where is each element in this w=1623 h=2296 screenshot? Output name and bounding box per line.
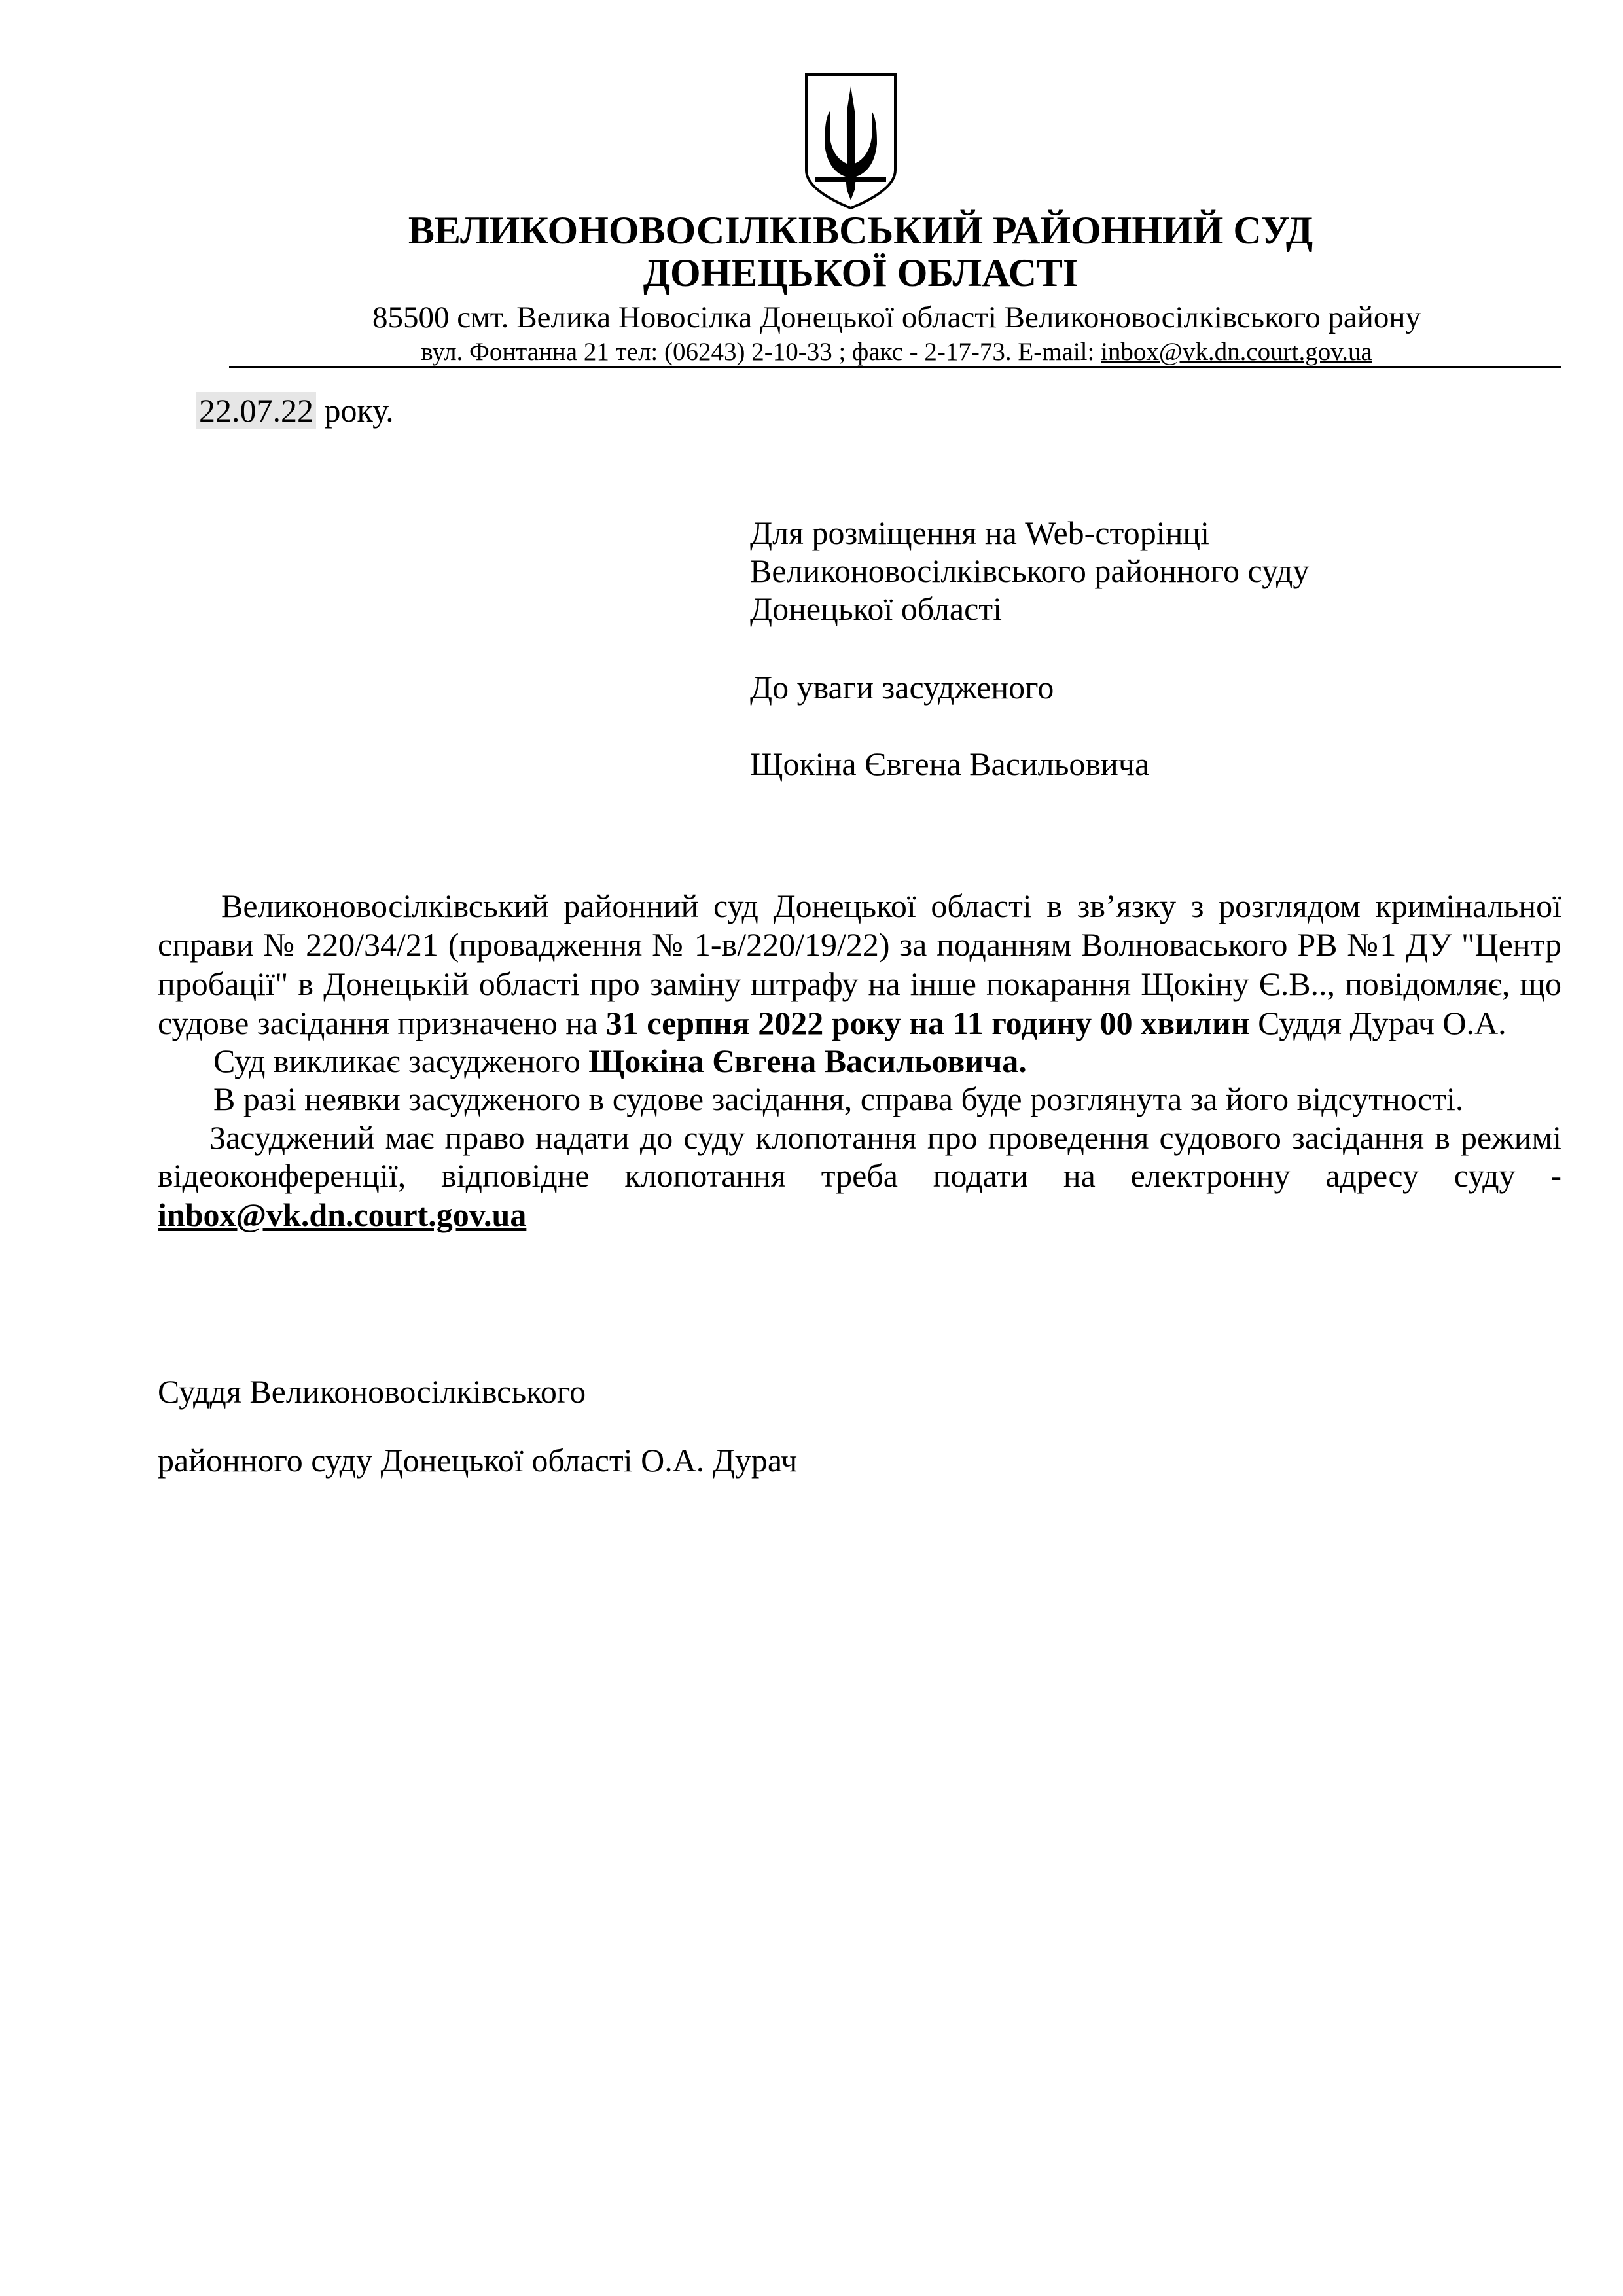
header-email-link[interactable]: inbox@vk.dn.court.gov.ua bbox=[1101, 338, 1372, 366]
body-line: справи № 220/34/21 (провадження № 1-в/220/19/22) за поданням Волноваського РВ №1 ДУ "Центр bbox=[158, 926, 1561, 963]
body-line: В разі неявки засудженого в судове засідання, справа буде розглянута за його відсутності. bbox=[213, 1081, 1464, 1117]
contacts-text: вул. Фонтанна 21 тел: (06243) 2-10-33 ; факс - 2-17-73. E-mail: bbox=[421, 338, 1101, 366]
body-text: судове засідання призначено на bbox=[158, 1005, 606, 1041]
body-line bbox=[158, 1004, 1561, 1042]
court-contacts bbox=[347, 337, 1446, 367]
recipient-line: Донецької області bbox=[750, 590, 1003, 627]
court-email-link[interactable]: inbox@vk.dn.court.gov.ua bbox=[158, 1196, 527, 1233]
signature-line2: районного суду Донецької області О.А. Дурач bbox=[158, 1442, 798, 1479]
date-suffix: року. bbox=[316, 392, 394, 429]
hearing-datetime: 31 серпня 2022 року на 11 годину 00 хвилин bbox=[605, 1005, 1250, 1041]
body-line: відеоконференції, відповідне клопотання треба подати на електронну адресу суду - bbox=[158, 1157, 1561, 1194]
body-line bbox=[213, 1042, 1617, 1080]
court-name-line1: ВЕЛИКОНОВОСІЛКІВСЬКИЙ РАЙОННИЙ СУД bbox=[408, 209, 1313, 252]
body-line: Великоновосілківський районний суд Донецької області в зв’язку з розглядом кримінальної bbox=[221, 888, 1561, 924]
body-text: Суддя Дурач О.А. bbox=[1249, 1005, 1507, 1041]
document-date bbox=[196, 391, 394, 429]
recipient-attention: До уваги засудженого bbox=[750, 669, 1054, 706]
body-line bbox=[158, 1196, 1561, 1234]
recipient-name: Щокіна Євгена Васильовича bbox=[750, 745, 1150, 782]
body-text: Суд викликає засудженого bbox=[213, 1043, 589, 1079]
body-line: пробації" в Донецькій області про заміну штрафу на інше покарання Щокіну Є.В.., повідомляє, що bbox=[158, 965, 1561, 1002]
date-value: 22.07.22 bbox=[196, 392, 316, 429]
court-address: 85500 смт. Велика Новосілка Донецької області Великоновосілківського району bbox=[372, 300, 1421, 334]
recipient-line: Великоновосілківського районного суду bbox=[750, 552, 1310, 589]
coat-of-arms-icon bbox=[804, 72, 898, 211]
recipient-line: Для розміщення на Web-сторінці bbox=[750, 514, 1210, 551]
convict-name: Щокіна Євгена Васильовича. bbox=[588, 1043, 1027, 1079]
court-name-line2: ДОНЕЦЬКОЇ ОБЛАСТІ bbox=[643, 251, 1079, 295]
signature-line1: Суддя Великоновосілківського bbox=[158, 1373, 586, 1410]
body-line: Засуджений має право надати до суду клопотання про проведення судового засідання в режимі bbox=[209, 1119, 1561, 1156]
header-divider bbox=[229, 366, 1561, 368]
